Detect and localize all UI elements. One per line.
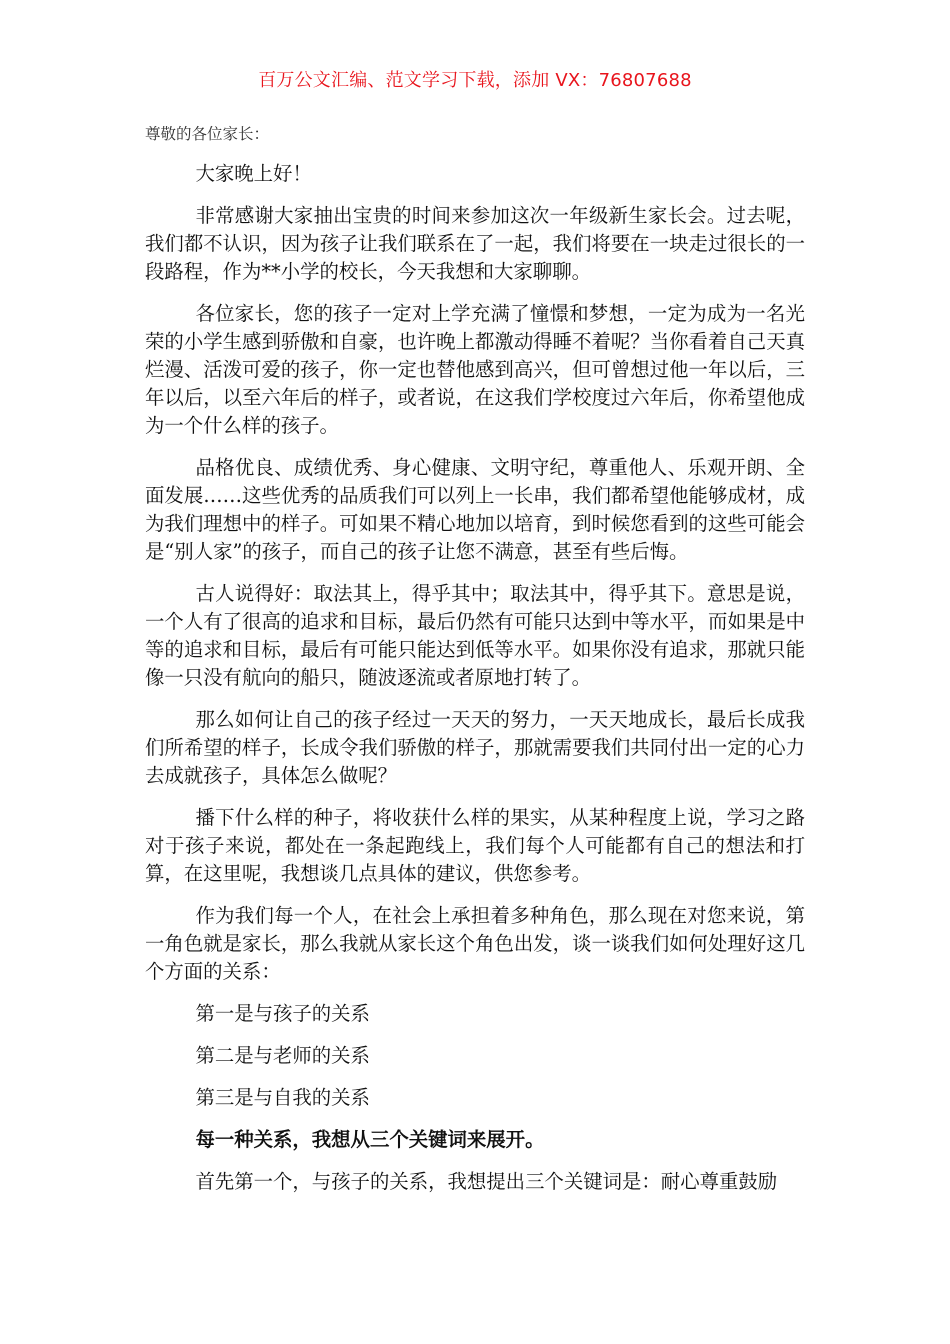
paragraph-first-relation: 首先第一个，与孩子的关系，我想提出三个关键词是：耐心尊重鼓励 [195,1170,778,1193]
paragraph-seeds: 播下什么样的种子，将收获什么样的果实，从某种程度上说，学习之路对于孩子来说，都处在一条起跑线上，我们每个人可能都有自己的想法和打算，在这里呢，我想谈几点具体的建议，供您参考。 [145,806,805,885]
watermark-header: 百万公文汇编、范文学习下载，添加 VX：76807688 [258,70,692,91]
document-body [145,122,805,1210]
salutation: 尊敬的各位家长： [145,125,270,143]
paragraph-thanks: 非常感谢大家抽出宝贵的时间来参加这次一年级新生家长会。过去呢，我们都不认识，因为孩子让我们联系在了一起，我们将要在一块走过很长的一段路程，作为**小学的校长，今天我想和大家聊聊。 [145,204,805,283]
list-item-relation-3: 第三是与自我的关系 [195,1086,370,1109]
paragraph-how: 那么如何让自己的孩子经过一天天的努力，一天天地成长，最后长成我们所希望的样子，长成令我们骄傲的样子，那就需要我们共同付出一定的心力去成就孩子，具体怎么做呢？ [145,708,805,787]
paragraph-proverb: 古人说得好：取法其上，得乎其中；取法其中，得乎其下。意思是说，一个人有了很高的追求和目标，最后仍然有可能只达到中等水平，而如果是中等的追求和目标，最后有可能只能达到低等水平。如果你没有追求，那就只能像一只没有航向的船只，随波逐流或者原地打转了。 [145,582,805,689]
list-item-relation-2: 第二是与老师的关系 [195,1044,370,1067]
paragraph-roles: 作为我们每一个人，在社会上承担着多种角色，那么现在对您来说，第一角色就是家长，那么我就从家长这个角色出发，谈一谈我们如何处理好这几个方面的关系： [145,904,805,983]
list-item-relation-1: 第一是与孩子的关系 [195,1002,370,1025]
paragraph-greeting: 大家晚上好！ [195,162,312,185]
bold-heading-keywords: 每一种关系，我想从三个关键词来展开。 [195,1128,545,1151]
paragraph-qualities: 品格优良、成绩优秀、身心健康、文明守纪，尊重他人、乐观开朗、全面发展……这些优秀的品质我们可以列上一长串，我们都希望他能够成材，成为我们理想中的样子。可如果不精心地加以培育，到时候您看到的这些可能会是“别人家”的孩子，而自己的孩子让您不满意，甚至有些后悔。 [145,456,805,563]
paragraph-expectations: 各位家长，您的孩子一定对上学充满了憧憬和梦想，一定为成为一名光荣的小学生感到骄傲和自豪，也许晚上都激动得睡不着呢？当你看着自己天真烂漫、活泼可爱的孩子，你一定也替他感到高兴，但可曾想过他一年以后，三年以后，以至六年后的样子，或者说，在这我们学校度过六年后，你希望他成为一个什么样的孩子。 [145,302,805,437]
